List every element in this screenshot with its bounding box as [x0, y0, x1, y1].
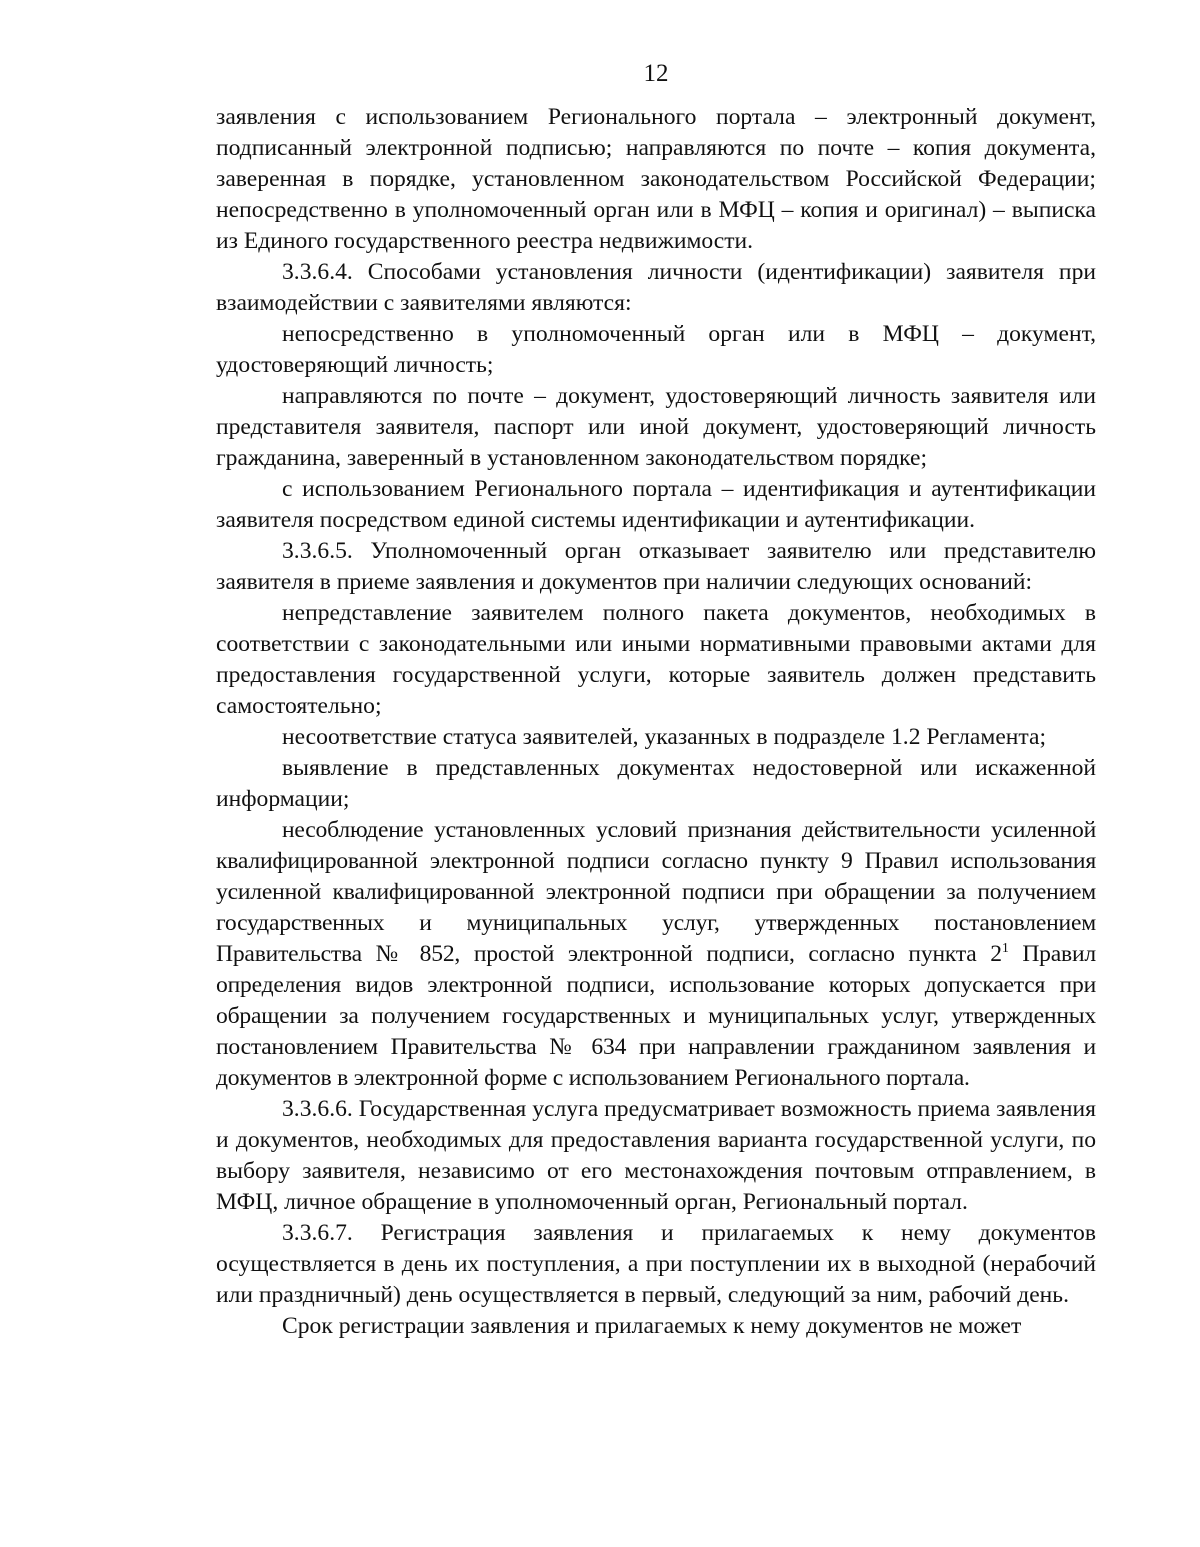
- paragraph-incomplete-package: непредставление заявителем полного пакета документов, необходимых в соответствии с законодательными или иными нормативными правовыми актами для предоставления государственной услуги, которые заявитель должен представить самостоятельно;: [216, 600, 1096, 719]
- paragraph-by-mail: направляются по почте – документ, удостоверяющий личность заявителя или представителя заявителя, паспорт или иной документ, удостоверяющий личность гражданина, заверенный в установленном законодательством порядке;: [216, 383, 1096, 471]
- document-body: [216, 102, 1096, 1342]
- paragraph-continuation: заявления с использованием Регионального портала – электронный документ, подписанный электронной подписью; направляются по почте – копия документа, заверенная в порядке, установленном законодательством Российской Федерации; непосредственно в уполномоченный орган или в МФЦ – копия и оригинал) – выписка из Единого государственного реестра недвижимости.: [216, 104, 1096, 254]
- paragraph-3-3-6-5: 3.3.6.5. Уполномоченный орган отказывает заявителю или представителю заявителя в приеме заявления и документов при наличии следующих оснований:: [216, 538, 1096, 595]
- signature-text-part-2: Правил определения видов электронной подписи, использование которых допускается при обращении за получением государственных и муниципальных услуг, утвержденных постановлением Правительства № 634 при направлении гражданином заявления и документов в электронной форме с использованием Регионального портала.: [216, 941, 1096, 1091]
- paragraph-status-mismatch: несоответствие статуса заявителей, указанных в подразделе 1.2 Регламента;: [282, 724, 1047, 750]
- paragraph-false-information: выявление в представленных документах недостоверной или искаженной информации;: [216, 755, 1096, 812]
- footnote-superscript: 1: [1001, 941, 1009, 957]
- page-number: 12: [643, 60, 669, 87]
- paragraph-registration-deadline: Срок регистрации заявления и прилагаемых к нему документов не может: [282, 1313, 1022, 1339]
- paragraph-3-3-6-4: 3.3.6.4. Способами установления личности (идентификации) заявителя при взаимодействии с заявителями являются:: [216, 259, 1096, 316]
- paragraph-signature-conditions: [216, 815, 1096, 1094]
- paragraph-regional-portal: с использованием Регионального портала – идентификация и аутентификации заявителя посредством единой системы идентификации и аутентификации.: [216, 476, 1096, 533]
- paragraph-3-3-6-6: 3.3.6.6. Государственная услуга предусматривает возможность приема заявления и документов, необходимых для предоставления варианта государственной услуги, по выбору заявителя, независимо от его местонахождения почтовым отправлением, в МФЦ, личное обращение в уполномоченный орган, Региональный портал.: [216, 1096, 1096, 1215]
- paragraph-in-person: непосредственно в уполномоченный орган или в МФЦ – документ, удостоверяющий личность;: [216, 321, 1096, 378]
- paragraph-3-3-6-7: 3.3.6.7. Регистрация заявления и прилагаемых к нему документов осуществляется в день их поступления, а при поступлении их в выходной (нерабочий или праздничный) день осуществляется в первый, следующий за ним, рабочий день.: [216, 1220, 1096, 1308]
- signature-text-part-1: несоблюдение установленных условий признания действительности усиленной квалифицированной электронной подписи согласно пункту 9 Правил использования усиленной квалифицированной электронной подписи при обращении за получением государственных и муниципальных услуг, утвержденных постановлением Правительства № 852, простой электронной подписи, согласно пункта 2: [216, 817, 1096, 967]
